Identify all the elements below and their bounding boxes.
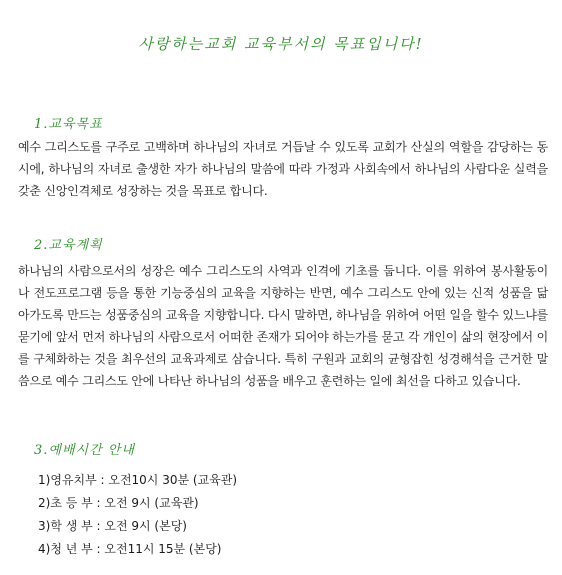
- education-plan-text: 하나님의 사람으로서의 성장은 예수 그리스도의 사역과 인격에 기초를 둡니다. 이를 위하여 봉사활동이나 전도프로그램 등을 통한 기능중심의 교육을 지향하는 반면, 예수 그리스도 안에 있는 신적 성품을 닮아가도록 만드는 성품중심의 교육을 지향합니다. 다시 말하면, 하나님을 위하여 어떤 일을 할수 있느냐를 묻기에 앞서 먼저 하나님의 사람으로서 어떠한 존재가 되어야 하는가를 묻고 각 개인이 삶의 현장에서 이를 구체화하는 것을 최우선의 교육과제로 삼습니다. 특히 구원과 교회의 균형잡힌 성경해석을 근거한 말씀으로 예수 그리스도 안에 나타난 하나님의 성품을 배우고 훈련하는 일에 최선을 다하고 있습니다.: [18, 264, 548, 388]
- list-item: 1)영유치부 : 오전10시 30분 (교육관): [38, 473, 238, 487]
- list-item: 4)청 년 부 : 오전11시 15분 (본당): [38, 542, 222, 556]
- page-title: 사랑하는교회 교육부서의 목표입니다!: [138, 35, 424, 53]
- section-heading-education-goal: 1.교육목표: [34, 117, 103, 132]
- worship-schedule-list: [38, 469, 237, 561]
- education-goal-text: 예수 그리스도를 구주로 고백하며 하나님의 자녀로 거듭날 수 있도록 교회가 산실의 역할을 감당하는 동시에, 하나님의 자녀로 출생한 자가 하나님의 말씀에 따라 가정과 사회속에서 하나님의 사람다운 실력을 갖춘 신앙인격체로 성장하는 것을 목표로 합니다.: [18, 140, 548, 198]
- section-heading-worship-times: 3.예배시간 안내: [34, 443, 135, 458]
- section-heading-education-plan: 2.교육계획: [34, 238, 103, 253]
- list-item: 2)초 등 부 : 오전 9시 (교육관): [38, 496, 199, 510]
- list-item: 3)학 생 부 : 오전 9시 (본당): [38, 519, 187, 533]
